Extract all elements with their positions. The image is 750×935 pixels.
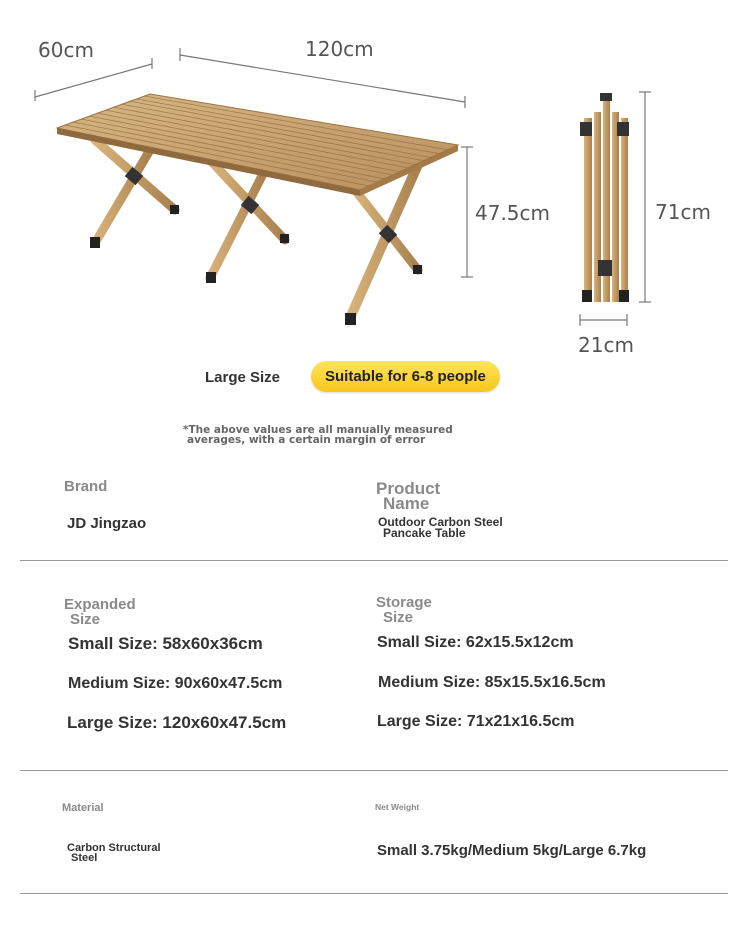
- material-key: Material: [62, 802, 104, 814]
- net-weight-value: Small 3.75kg/Medium 5kg/Large 6.7kg: [377, 842, 647, 859]
- material-value-line2: Steel: [71, 852, 98, 864]
- height-dimension-line: [461, 147, 473, 277]
- folded-height-dimension-label: 71cm: [655, 200, 711, 224]
- height-dimension-label: 47.5cm: [475, 201, 551, 225]
- divider-3: [20, 893, 728, 894]
- product-illustration: [0, 0, 750, 360]
- material-value-line1: Carbon Structural: [67, 842, 161, 854]
- product-value-line2: Pancake Table: [383, 526, 466, 540]
- storage-size-key-line2: Size: [383, 609, 414, 626]
- storage-size-medium: Medium Size: 85x15.5x16.5cm: [378, 674, 606, 691]
- expanded-size-large: Large Size: 120x60x47.5cm: [67, 713, 287, 732]
- product-key-line1: Product: [376, 479, 441, 498]
- capacity-pill: Suitable for 6-8 people: [311, 361, 500, 392]
- product-value-line1: Outdoor Carbon Steel: [378, 515, 503, 529]
- product-key-line2: Name: [383, 494, 430, 513]
- storage-size-large: Large Size: 71x21x16.5cm: [377, 713, 575, 730]
- brand-key: Brand: [64, 478, 108, 495]
- storage-size-small: Small Size: 62x15.5x12cm: [377, 634, 574, 651]
- table-unfolded: [57, 94, 458, 325]
- divider-1: [20, 560, 728, 561]
- expanded-size-medium: Medium Size: 90x60x47.5cm: [68, 675, 283, 692]
- net-weight-key: Net Weight: [375, 802, 420, 812]
- folded-width-dimension-line: [580, 314, 627, 326]
- table-folded: [580, 93, 629, 302]
- width-dimension-label: 60cm: [38, 38, 94, 62]
- width-dimension-line: [35, 58, 152, 101]
- measurement-note-line2: averages, with a certain margin of error: [187, 434, 426, 446]
- storage-size-key-line1: Storage: [376, 594, 432, 611]
- expanded-size-key-line2: Size: [70, 611, 101, 628]
- measurement-note-line1: *The above values are all manually measured: [183, 424, 453, 436]
- folded-height-dimension-line: [639, 92, 651, 302]
- expanded-size-key-line1: Expanded: [64, 596, 136, 613]
- size-label: Large Size: [205, 369, 281, 386]
- brand-value: JD Jingzao: [67, 515, 147, 532]
- expanded-size-small: Small Size: 58x60x36cm: [68, 634, 263, 653]
- divider-2: [20, 770, 728, 771]
- folded-width-dimension-label: 21cm: [578, 333, 634, 357]
- length-dimension-label: 120cm: [305, 37, 374, 61]
